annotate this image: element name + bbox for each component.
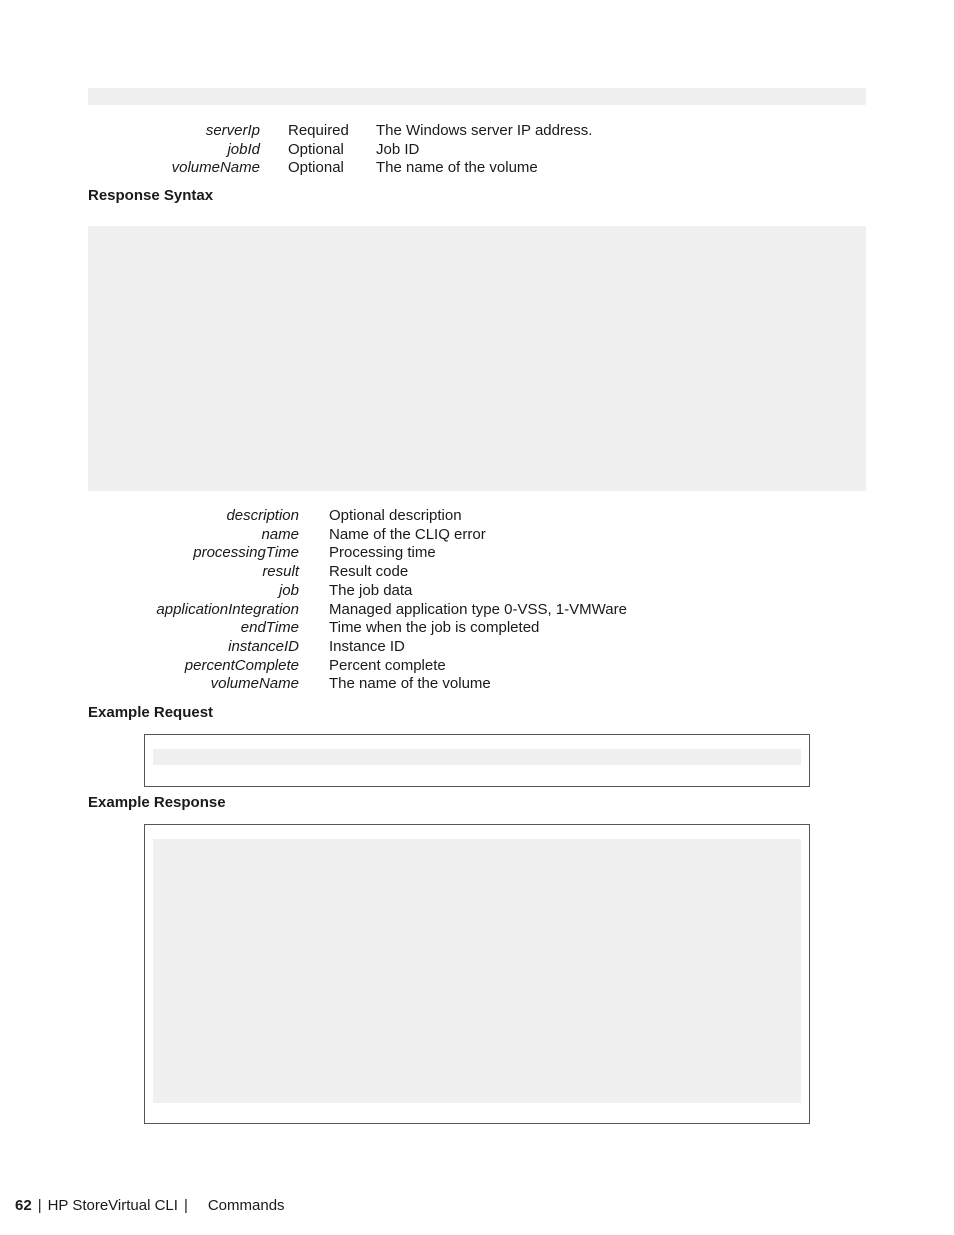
param-name: volumeName [210, 675, 299, 693]
response-parameters-table [88, 507, 627, 694]
page-number: 62 [15, 1197, 32, 1214]
param-description: The Windows server IP address. [376, 122, 593, 139]
table-row [88, 638, 627, 657]
book-title: HP StoreVirtual CLI [47, 1197, 178, 1214]
param-name: name [261, 525, 299, 543]
param-name: volumeName [171, 159, 260, 177]
param-description: Managed application type 0-VSS, 1-VMWare [329, 600, 627, 618]
table-row [88, 619, 627, 638]
param-requirement: Required [288, 122, 349, 139]
param-name: endTime [240, 619, 299, 637]
param-description: Name of the CLIQ error [329, 525, 486, 543]
param-name: serverIp [205, 122, 260, 139]
response-syntax-heading: Response Syntax [88, 187, 214, 204]
param-name: job [278, 581, 299, 599]
table-row [88, 675, 627, 694]
example-response-code [153, 839, 801, 1103]
param-name: applicationIntegration [156, 600, 299, 618]
section-title: Commands [207, 1197, 285, 1214]
param-name: jobId [227, 140, 260, 158]
request-syntax-code-block [88, 88, 866, 105]
table-row [88, 122, 592, 141]
example-response-heading: Example Response [88, 794, 226, 811]
param-requirement: Optional [288, 140, 344, 158]
table-row [88, 544, 627, 563]
param-description: The name of the volume [329, 675, 491, 693]
param-description: Result code [329, 563, 409, 581]
param-name: processingTime [193, 544, 299, 562]
table-row [88, 159, 592, 178]
response-syntax-code-block [88, 226, 866, 491]
footer-divider: | [183, 1197, 188, 1214]
example-request-code [153, 749, 801, 765]
param-description: Instance ID [329, 637, 405, 655]
table-row [88, 507, 627, 526]
table-row [88, 141, 592, 160]
table-row [88, 563, 627, 582]
table-row [88, 526, 627, 545]
page-footer [15, 1197, 285, 1214]
table-row [88, 582, 627, 601]
param-description: The job data [329, 581, 413, 599]
param-description: Optional description [329, 507, 462, 524]
request-parameters-table [88, 122, 592, 178]
param-description: Time when the job is completed [329, 619, 540, 637]
param-description: Processing time [329, 544, 436, 562]
param-description: The name of the volume [376, 159, 538, 177]
param-name: result [262, 563, 299, 581]
table-row [88, 657, 627, 676]
example-request-box [144, 734, 810, 787]
example-response-box [144, 824, 810, 1124]
table-row [88, 601, 627, 620]
footer-divider: | [37, 1197, 42, 1214]
param-description: Job ID [376, 140, 420, 158]
param-name: instanceID [228, 637, 299, 655]
param-name: description [226, 507, 299, 524]
example-request-heading: Example Request [88, 704, 214, 721]
param-requirement: Optional [288, 159, 344, 177]
param-name: percentComplete [184, 656, 299, 674]
param-description: Percent complete [329, 656, 446, 674]
